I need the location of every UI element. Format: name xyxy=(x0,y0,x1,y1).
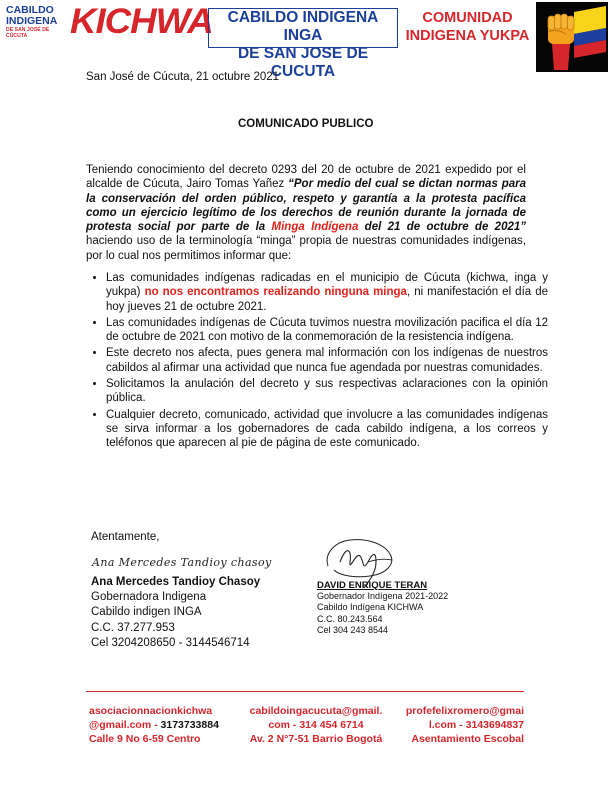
signature-block-right xyxy=(317,580,448,636)
bullet-1-text-b: , ni manifestación el día de hoy jueves 21 de octubre 2021. xyxy=(106,286,548,313)
footer-kichwa-email-1: asociacionnacionkichwa xyxy=(89,705,213,717)
cabildo-logo xyxy=(6,5,68,39)
handwritten-signature-left: Ana Mercedes Tandioy chasoy xyxy=(92,556,272,569)
list-item: • Solicitamos la anulación del decreto y sus respectivas aclaraciones con la opinión pública. xyxy=(106,377,548,406)
logo-line-1: CABILDO xyxy=(6,4,54,16)
signer-left-name: Ana Mercedes Tandioy Chasoy xyxy=(91,576,261,588)
yukpa-header-line-1: COMUNIDAD xyxy=(422,10,513,26)
bullet-1-highlight: no nos encontramos realizando ninguna minga xyxy=(144,286,407,299)
footer-yukpa-address: Asentamiento Escobal xyxy=(411,732,524,745)
list-item xyxy=(106,271,548,314)
footer-inga-address: Av. 2 N°7-51 Barrio Bogotá xyxy=(249,732,383,745)
inga-header-line-1: CABILDO INDIGENA INGA xyxy=(227,9,379,44)
list-item: • Cualquier decreto, comunicado, actividad que involucre a las comunidades indígenas se sirva informar a los gobernadores de cada cabildo indígena, a los correos y teléfonos que aparecen al pie de página de este comunicado. xyxy=(106,408,548,451)
footer-contact-yukpa xyxy=(398,705,524,746)
intro-text-2: haciendo uso de la terminología “minga” propia de nuestras comunidades indígenas, por lo cual nos permitimos informar que: xyxy=(86,235,526,262)
intro-text-1: Teniendo conocimiento del decreto 0293 del 20 de octubre de 2021 expedido por el alcalde de Cúcuta, Jairo Tomas Yañez xyxy=(86,164,526,191)
minga-indigena-highlight: Minga Indígena xyxy=(271,221,359,234)
signer-left-org: Cabildo indigen INGA xyxy=(91,606,202,619)
intro-paragraph xyxy=(86,163,526,263)
list-item: • Este decreto nos afecta, pues genera mal información con los indígenas de nuestros cabildos al afirmar una actividad que nunca fue agendada por nuestras comunidades. xyxy=(106,346,548,375)
footer-inga-email-1: cabildoingacucuta@gmail. xyxy=(249,705,383,717)
footer-kichwa-address: Calle 9 No 6-59 Centro xyxy=(89,732,201,745)
signer-left-role: Gobernadora Indigena xyxy=(91,591,207,604)
footer-yukpa-email-1: profefelixromero@gmai xyxy=(405,705,524,717)
footer-contact-kichwa xyxy=(89,705,239,746)
footer-divider xyxy=(86,691,524,692)
statement-list xyxy=(86,271,548,453)
closing-salutation: Atentamente, xyxy=(91,531,160,543)
footer-kichwa-phone: 3173733884 xyxy=(160,718,219,731)
raised-fist-flag-icon xyxy=(536,2,608,72)
yukpa-header xyxy=(405,9,530,45)
document-date: San José de Cúcuta, 21 octubre 2021 xyxy=(86,71,280,83)
decree-quote-1: “Por medio del cual se dictan normas para la conservación del orden público, respeto y garantía a la protesta pacífica como un ejercicio legítimo de los derechos de reunión durante la jornada de protesta social por parte de la xyxy=(86,178,526,234)
signer-right-name: DAVID ENRIQUE TERAN xyxy=(317,580,428,591)
signer-right-id: C.C. 80.243.564 xyxy=(317,613,383,624)
signer-right-phone: Cel 304 243 8544 xyxy=(317,624,389,635)
yukpa-header-line-2: INDIGENA YUKPA xyxy=(405,28,530,44)
footer-contact-inga xyxy=(241,705,391,746)
signer-right-org: Cabildo Indígena KICHWA xyxy=(317,602,424,613)
decree-quote-2: del 21 de octubre de 2021” xyxy=(358,221,527,234)
bullet-1-text-a: Las comunidades indígenas radicadas en el municipio de Cúcuta (kichwa, inga y yukpa) xyxy=(106,272,548,299)
signature-block-left xyxy=(91,575,260,651)
footer-kichwa-email-2: @gmail.com - xyxy=(89,718,161,731)
signer-left-phone: Cel 3204208650 - 3144546714 xyxy=(91,636,250,649)
footer-inga-email-phone: com - 314 454 6714 xyxy=(268,718,364,731)
document-title: COMUNICADO PUBLICO xyxy=(238,118,374,130)
list-item: • Las comunidades indígenas de Cúcuta tuvimos nuestra movilización pacifica el día 12 de octubre de 2021 con motivo de la conmemoración de la resistencia indígena. xyxy=(106,316,548,345)
logo-line-2: INDIGENA xyxy=(6,15,58,27)
logo-subtitle: DE SAN JOSÉ DE CÚCUTA xyxy=(6,27,50,39)
signer-left-id: C.C. 37.277.953 xyxy=(91,621,175,634)
kichwa-logo-word: KICHWA xyxy=(70,2,213,41)
inga-header-line-2: DE SAN JOSE DE CUCUTA xyxy=(237,45,369,80)
signer-right-role: Gobernador Indígena 2021-2022 xyxy=(317,591,449,602)
footer-yukpa-email-phone: l.com - 3143694837 xyxy=(428,718,524,731)
